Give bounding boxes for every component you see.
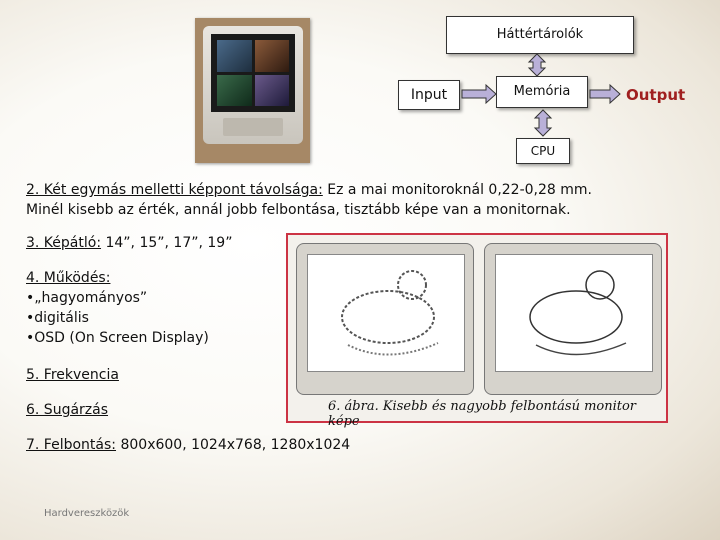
low-res-monitor [296,243,474,395]
item-4 [26,268,209,348]
high-res-screen [495,254,653,372]
item-2 [26,180,646,220]
high-res-monitor [484,243,662,395]
item-4-bullet: •digitális [26,310,89,326]
arrow-storage-memory [529,54,545,76]
item-3 [26,233,232,253]
arrow-memory-output [590,85,620,103]
item-6 [26,400,108,420]
input-box: Input [398,80,460,110]
arrow-input-memory [462,85,496,103]
item-7 [26,435,350,455]
item-7-text: 800x600, 1024x768, 1280x1024 [116,437,351,453]
item-4-bullet: •„hagyományos” [26,290,148,306]
item-2-label: 2. Két egymás melletti képpont távolsága: [26,182,323,198]
item-5 [26,365,119,385]
item-5-label: 5. Frekvencia [26,367,119,383]
item-3-label: 3. Képátló: [26,235,102,251]
memory-box: Memória [496,76,588,108]
item-2-text: Ez a mai monitoroknál 0,22-0,28 mm. [322,182,592,198]
mouse-illustration-lowres [308,255,464,371]
item-2-line2: Minél kisebb az érték, annál jobb felbontása, tisztább képe van a monitornak. [26,202,571,218]
footer-text: Hardvereszközök [44,508,130,519]
item-7-label: 7. Felbontás: [26,437,117,453]
item-4-label: 4. Működés: [26,270,111,286]
arrow-memory-cpu [535,110,551,136]
storage-box: Háttértárolók [446,16,634,54]
item-3-text: 14”, 15”, 17”, 19” [101,235,233,251]
figure-caption: 6. ábra. Kisebb és nagyobb felbontású monitor képe [328,399,637,429]
cpu-box: CPU [516,138,570,164]
item-4-bullet: •OSD (On Screen Display) [26,330,209,346]
output-label: Output [626,86,686,104]
mouse-illustration-highres [496,255,652,371]
resolution-figure [286,233,668,429]
low-res-screen [307,254,465,372]
item-6-label: 6. Sugárzás [26,402,109,418]
